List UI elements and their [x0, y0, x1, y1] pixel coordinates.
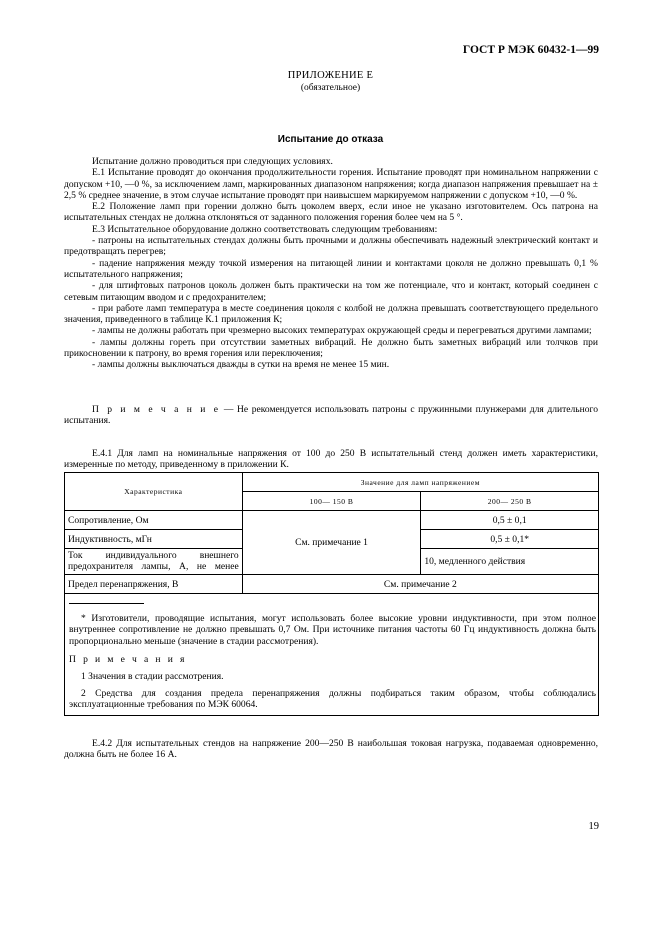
note-text: — Не рекомендуется использовать патроны с пружинными плунжерами для длительного испытания.: [64, 404, 598, 427]
footnote-star: * Изготовители, проводящие испытания, могут использовать более высокие уровни индуктивности, при этом полное внутреннее сопротивление не должно превышать 0,7 Ом. При источнике питания частоты 60 Гц индуктивность должна быть пропорционально меньше (значение в стадии рассмотрения).: [69, 613, 596, 647]
row-fuse-value: 10, медленного действия: [421, 549, 599, 575]
header-value-group: Значение для ламп напряжением: [242, 473, 598, 492]
bullet-item: - при работе ламп температура в месте соединения цоколя с колбой не должна превышать соответствующего предельного значения, приведенного в таблице К.1 приложения К;: [64, 302, 598, 326]
row-inductance-name: Индуктивность, мГн: [65, 530, 243, 549]
standard-header: ГОСТ Р МЭК 60432-1—99: [462, 44, 599, 56]
merged-note-cell: См. примечание 1: [242, 511, 421, 575]
note-2: 2 Средства для создания предела перенапряжения должны подбираться таким образом, чтобы соблюдались эксплуатационные требования по МЭК 60064.: [69, 688, 596, 711]
row-resistance-value: 0,5 ± 0,1: [421, 511, 599, 530]
note-paragraph: [64, 404, 598, 427]
table-footnotes: [64, 589, 599, 716]
bullet-item: - лампы не должны работать при чрезмерно высоких температурах окружающей среды и перегреваться другими лампами;: [92, 325, 592, 337]
paragraph-e42: Е.4.2 Для испытательных стендов на напряжение 200—250 В наибольшая токовая нагрузка, подаваемая одновременно, должна быть не более 16 А.: [64, 737, 598, 760]
note-label: П р и м е ч а н и е: [92, 404, 221, 415]
row-overvoltage-name: Предел перенапряжения, В: [65, 575, 243, 594]
appendix-title: ПРИЛОЖЕНИЕ Е: [287, 70, 374, 81]
header-characteristic: Характеристика: [65, 473, 243, 511]
row-inductance-value: 0,5 ± 0,1*: [421, 530, 599, 549]
row-overvoltage-value: См. примечание 2: [242, 575, 598, 594]
paragraph-intro: Испытание должно проводиться при следующих условиях.: [92, 156, 333, 167]
bullet-item: - лампы должны гореть при отсутствии заметных вибраций. Не должно быть заметных вибраций или толчков при прикосновении к патрону, во время горения или переключения;: [64, 336, 598, 360]
test-stand-characteristics-table: [64, 472, 599, 594]
notes-label-text: П р и м е ч а н и я: [69, 654, 187, 665]
header-range-200-250: 200— 250 В: [421, 492, 599, 511]
header-range-100-150: 100— 150 В: [242, 492, 421, 511]
row-fuse-name: Ток индивидуального внешнего предохранителя лампы, А, не менее: [65, 549, 243, 575]
bullet-item: - для штифтовых патронов цоколь должен быть практически на том же потенциале, что и контакт, который соединен с сетевым питающим вводом и с предохранителем;: [64, 280, 598, 303]
notes-label: [69, 654, 596, 665]
paragraph-e41: Е.4.1 Для ламп на номинальные напряжения от 100 до 250 В испытательный стенд должен иметь характеристики, измеренные по методу, приведенному в приложении К.: [64, 447, 598, 470]
paragraph-e1: Е.1 Испытание проводят до окончания продолжительности горения. Испытание проводят при номинальном напряжении с допуском +10, —0 %, за исключением ламп, маркированных диапазоном напряжения; когда диапазон напряжения превышает на ± 2,5 % среднее значение, в этом случае испытание проводят при наивысшем маркируемом напряжении с допуском +10, —0 %.: [64, 167, 598, 201]
page-number: 19: [588, 821, 599, 832]
paragraph-e2: Е.2 Положение ламп при горении должно быть цоколем вверх, если иное не указано изготовителем. Ось патрона на испытательных стендах не должна отклоняться от заданного положения горения более чем на 5 °.: [64, 201, 598, 224]
bullet-item: - падение напряжения между точкой измерения на питающей линии и контактами цоколя не должно превышать 0,1 % испытательного напряжения;: [64, 257, 598, 280]
note-1: 1 Значения в стадии рассмотрения.: [81, 671, 224, 682]
bullet-item: - лампы должны выключаться дважды в сутки на время не менее 15 мин.: [92, 359, 390, 371]
paragraph-e42-block: [64, 728, 598, 770]
paragraph-e3: Е.3 Испытательное оборудование должно соответствовать следующим требованиям:: [92, 223, 438, 235]
body-text: [64, 156, 598, 371]
appendix-subtitle: (обязательное): [300, 83, 361, 93]
bullet-item: - патроны на испытательных стендах должны быть прочными и должны обеспечивать надежный электрический контакт и предотвращать перегрев;: [64, 235, 598, 258]
row-resistance-name: Сопротивление, Ом: [65, 511, 243, 530]
section-title: Испытание до отказа: [277, 134, 384, 145]
footnote-divider: [69, 603, 144, 604]
